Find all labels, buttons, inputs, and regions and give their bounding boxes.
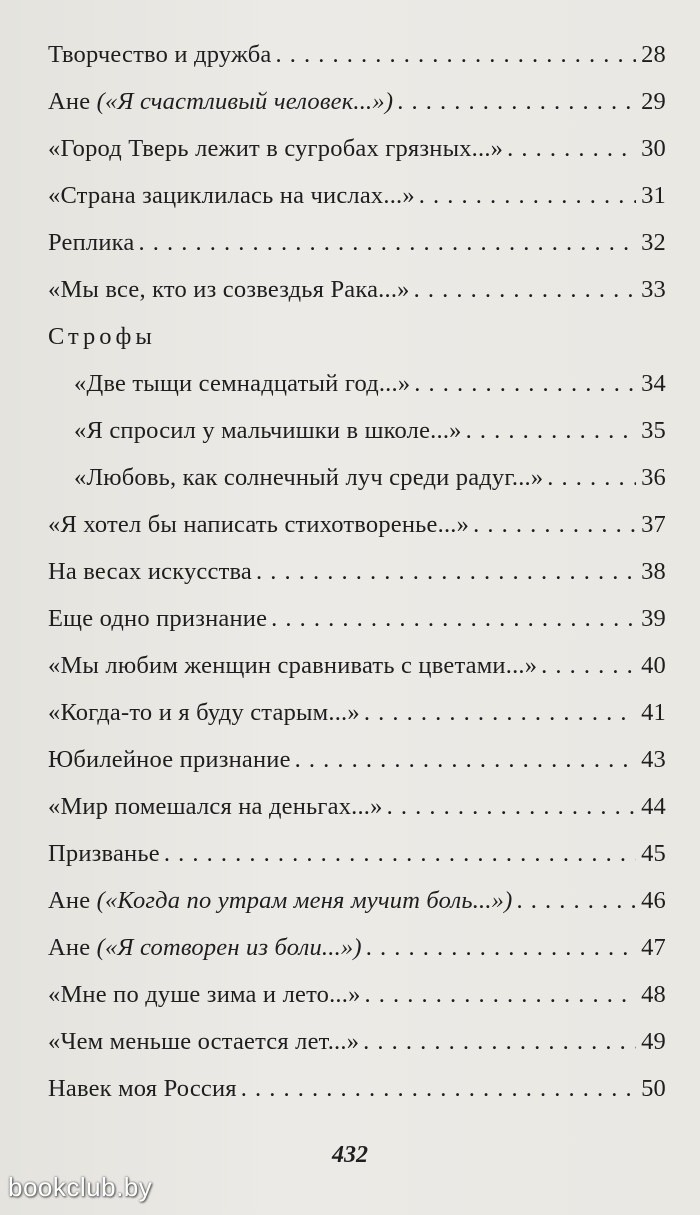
toc-entry-title — [48, 177, 415, 214]
toc-entry — [48, 130, 666, 167]
toc-entry — [48, 788, 666, 825]
toc-entry — [48, 835, 666, 872]
toc-entry-title-text: Навек моя Россия — [48, 1075, 237, 1102]
toc-entry-page: 28 — [641, 41, 666, 68]
toc-entry — [48, 929, 666, 966]
toc-entry-page: 32 — [641, 229, 666, 256]
toc-entry-title — [48, 506, 469, 543]
toc-entry-page: 31 — [641, 182, 666, 209]
dot-leader — [276, 36, 637, 73]
toc-entry-title-text: Ане — [48, 887, 97, 914]
toc-entry-title — [74, 459, 543, 496]
toc-entry-title-text: «Любовь, как солнечный луч среди радуг...» — [74, 464, 544, 491]
toc-entry-title — [48, 1070, 237, 1107]
toc-entry-title-text: Еще одно признание — [48, 605, 268, 632]
toc-entry-title-text: «Страна зациклилась на числах...» — [48, 182, 415, 209]
toc-entry-title-text: Призванье — [48, 840, 160, 867]
toc-entry-title — [48, 83, 393, 120]
dot-leader — [419, 177, 636, 214]
toc-entry-title-text: «Мир помешался на деньгах...» — [48, 793, 383, 820]
toc-entry-page: 43 — [641, 746, 666, 773]
dot-leader — [366, 929, 636, 966]
toc-entry-page: 30 — [641, 135, 666, 162]
table-of-contents — [48, 36, 666, 1117]
toc-entry-page: 34 — [641, 370, 666, 397]
dot-leader — [241, 1070, 636, 1107]
toc-entry — [48, 1023, 666, 1060]
toc-entry-title-text: На весах искусства — [48, 558, 252, 585]
dot-leader — [466, 412, 636, 449]
toc-entry — [48, 83, 666, 120]
toc-entry — [48, 506, 666, 543]
toc-entry-title-text: «Две тыщи семнадцатый год...» — [74, 370, 411, 397]
toc-entry-page: 41 — [641, 699, 666, 726]
toc-entry — [48, 882, 666, 919]
toc-entry-page: 45 — [641, 840, 666, 867]
toc-entry-page: 46 — [641, 887, 666, 914]
toc-entry-title-text: Ане — [48, 88, 97, 115]
toc-entry-page: 37 — [641, 511, 666, 538]
toc-entry-title-italic: («Когда по утрам меня мучит боль...») — [96, 887, 513, 914]
toc-entry-title-text: «Мы любим женщин сравнивать с цветами...» — [48, 652, 538, 679]
toc-entry — [48, 177, 666, 214]
toc-entry-title — [48, 36, 272, 73]
toc-entry — [48, 647, 666, 684]
dot-leader — [365, 976, 636, 1013]
dot-leader — [414, 271, 636, 308]
dot-leader — [271, 600, 636, 637]
toc-entry-page: 50 — [641, 1075, 666, 1102]
dot-leader — [364, 694, 636, 731]
toc-entry-page: 44 — [641, 793, 666, 820]
toc-entry-title-text: «Чем меньше остается лет...» — [48, 1028, 360, 1055]
toc-entry — [48, 741, 666, 778]
toc-entry-title-text: «Я хотел бы написать стихотворенье...» — [48, 511, 470, 538]
dot-leader — [507, 130, 636, 167]
dot-leader — [541, 647, 636, 684]
toc-section-heading: Строфы — [48, 323, 156, 350]
toc-entry-title — [48, 741, 291, 778]
dot-leader — [164, 835, 636, 872]
toc-entry-title-text: Реплика — [48, 229, 135, 256]
toc-entry-page: 49 — [641, 1028, 666, 1055]
toc-entry — [48, 412, 666, 449]
toc-entry-title-italic: («Я сотворен из боли...») — [96, 934, 362, 961]
toc-entry-title-text: «Когда-то и я буду старым...» — [48, 699, 360, 726]
toc-entry-title — [48, 1023, 359, 1060]
toc-group-after — [48, 506, 666, 1107]
dot-leader — [295, 741, 636, 778]
toc-entry-title-text: «Город Тверь лежит в сугробах грязных...» — [48, 135, 504, 162]
toc-entry-title — [48, 224, 134, 261]
toc-group-section — [48, 365, 666, 496]
toc-entry-title — [48, 553, 252, 590]
toc-entry-page: 39 — [641, 605, 666, 632]
toc-entry — [48, 459, 666, 496]
toc-entry — [48, 271, 666, 308]
toc-entry-title-text: «Мне по душе зима и лето...» — [48, 981, 361, 1008]
toc-entry-title-italic: («Я счастливый человек...») — [96, 88, 394, 115]
toc-entry-page: 47 — [641, 934, 666, 961]
toc-entry-title — [74, 365, 410, 402]
toc-group-main — [48, 36, 666, 308]
dot-leader — [256, 553, 636, 590]
toc-entry-page: 29 — [641, 88, 666, 115]
toc-entry-title — [48, 130, 503, 167]
dot-leader — [397, 83, 636, 120]
toc-entry — [48, 600, 666, 637]
toc-entry — [48, 553, 666, 590]
toc-entry-title — [48, 788, 383, 825]
dot-leader — [414, 365, 636, 402]
toc-entry-title-text: Юбилейное признание — [48, 746, 291, 773]
toc-entry-title — [48, 929, 362, 966]
toc-entry-title — [48, 600, 267, 637]
site-watermark: bookclub.by — [8, 1172, 153, 1202]
toc-entry — [48, 36, 666, 73]
dot-leader — [387, 788, 636, 825]
toc-entry-title — [48, 882, 512, 919]
toc-entry-title — [48, 694, 360, 731]
toc-entry — [48, 694, 666, 731]
toc-entry-page: 33 — [641, 276, 666, 303]
toc-entry-title-text: Творчество и дружба — [48, 41, 272, 68]
toc-entry-title — [48, 976, 361, 1013]
dot-leader — [516, 882, 636, 919]
toc-entry-page: 48 — [641, 981, 666, 1008]
dot-leader — [138, 224, 636, 261]
toc-entry-page: 38 — [641, 558, 666, 585]
toc-entry-title — [48, 271, 410, 308]
toc-entry-title — [48, 647, 537, 684]
dot-leader — [473, 506, 636, 543]
toc-entry-page: 35 — [641, 417, 666, 444]
toc-entry-title — [74, 412, 462, 449]
toc-entry-title-text: «Я спросил у мальчишки в школе...» — [74, 417, 462, 444]
toc-entry-title-text: «Мы все, кто из созвездья Рака...» — [48, 276, 410, 303]
toc-entry — [48, 365, 666, 402]
toc-entry-title-text: Ане — [48, 934, 97, 961]
toc-entry-title — [48, 835, 160, 872]
toc-entry-page: 40 — [641, 652, 666, 679]
dot-leader — [547, 459, 636, 496]
dot-leader — [363, 1023, 636, 1060]
toc-entry — [48, 1070, 666, 1107]
page-number: 432 — [332, 1142, 368, 1168]
toc-entry — [48, 224, 666, 261]
toc-entry-page: 36 — [641, 464, 666, 491]
toc-entry — [48, 976, 666, 1013]
